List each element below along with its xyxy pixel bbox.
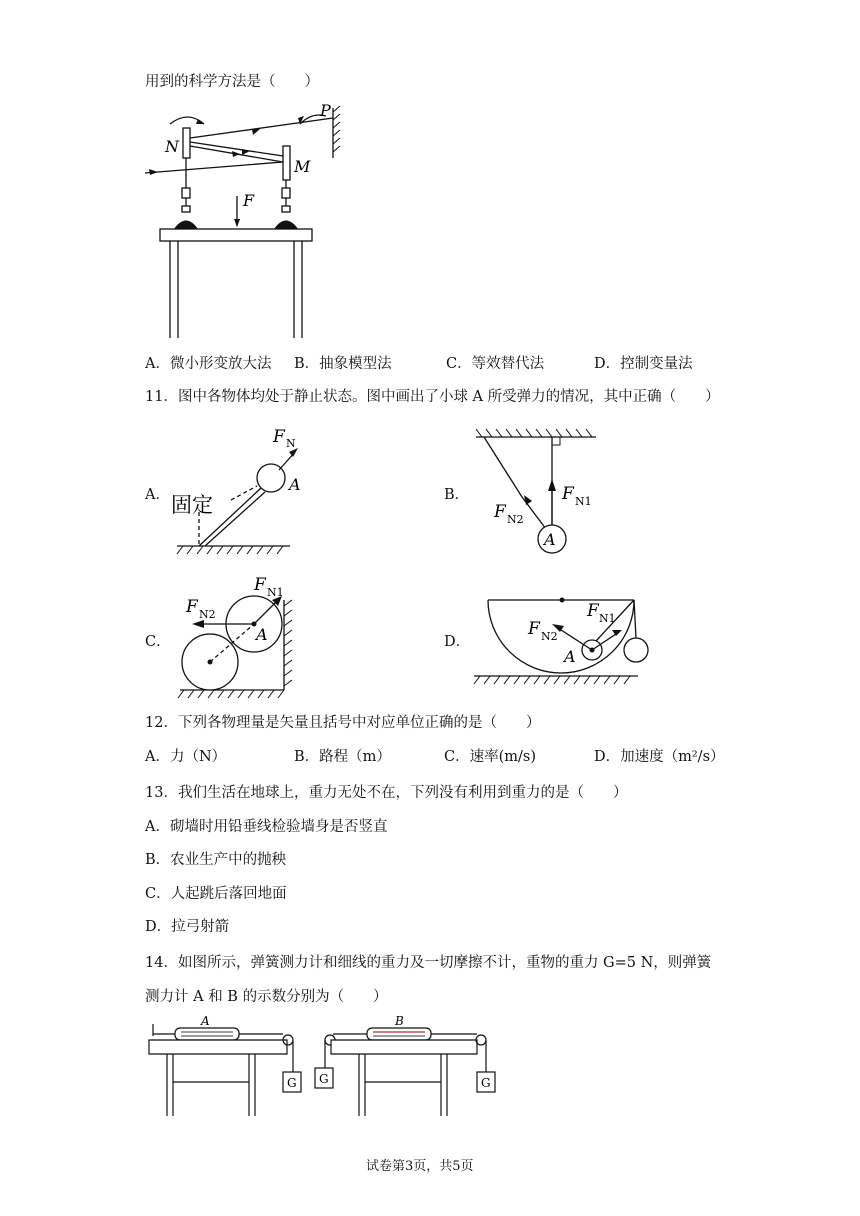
q11b-label-f1: F [562, 484, 574, 504]
q13-option-b: B．农业生产中的抛秧 [145, 852, 287, 868]
q14-label-g3: G [481, 1076, 491, 1090]
q12-stem: 12．下列各物理量是矢量且括号中对应单位正确的是（ ） [145, 715, 541, 731]
q10-label-n: N [165, 137, 179, 156]
q14-label-b: B [395, 1014, 404, 1028]
q11c-label-f1: F [254, 575, 266, 595]
q10-option-a: A．微小形变放大法 [145, 356, 272, 372]
intro-line: 用到的科学方法是（ ） [145, 74, 319, 90]
q11-letter-a: A． [145, 487, 170, 503]
q11-stem: 11．图中各物体均处于静止状态。图中画出了小球 A 所受弹力的情况，其中正确（ ） [145, 389, 720, 405]
q11-figure-a [165, 422, 305, 562]
q10-option-c: C．等效替代法 [446, 356, 545, 372]
q14-stem-line2: 测力计 A 和 B 的示数分别为（ ） [145, 989, 388, 1005]
q11d-label-f1: F [587, 601, 599, 621]
q13-option-d: D．拉弓射箭 [145, 919, 230, 935]
q14-stem-line1: 14．如图所示，弹簧测力计和细线的重力及一切摩擦不计，重物的重力 G=5 N，则弹簧 [145, 955, 712, 971]
q11-figure-b [470, 425, 610, 565]
q14-figure [145, 1012, 505, 1122]
q11a-label-ball: A [289, 475, 301, 494]
q11b-label-sub1: N1 [575, 495, 592, 508]
q11d-label-ball: A [564, 647, 576, 666]
q11d-label-f2: F [528, 619, 540, 639]
q12-option-a: A．力（N） [145, 749, 227, 765]
q11b-label-ball: A [544, 530, 556, 549]
q11b-label-f2: F [494, 502, 506, 522]
q11-figure-c [172, 572, 312, 702]
q11d-label-sub2: N2 [541, 630, 558, 643]
q13-option-c: C．人起跳后落回地面 [145, 886, 287, 902]
q11c-label-sub2: N2 [199, 608, 216, 621]
q10-figure [140, 100, 380, 340]
q14-label-g1: G [287, 1076, 297, 1090]
q13-stem: 13．我们生活在地球上，重力无处不在，下列没有利用到重力的是（ ） [145, 785, 628, 801]
q11-letter-d: D． [444, 634, 471, 650]
q10-label-p: P [320, 101, 331, 120]
q12-option-d: D．加速度（m²/s） [594, 749, 725, 765]
q11b-label-sub2: N2 [507, 513, 524, 526]
q10-label-m: M [294, 157, 311, 176]
page-footer: 试卷第3页，共5页 [366, 1159, 474, 1174]
q11d-label-sub1: N1 [599, 612, 616, 625]
q13-option-a: A．砌墙时用铅垂线检验墙身是否竖直 [145, 819, 388, 835]
q11-figure-d [472, 592, 652, 692]
q11c-label-ball: A [256, 625, 268, 644]
q11c-label-sub1: N1 [267, 586, 284, 599]
q11a-label-fixed: 固定 [171, 493, 213, 517]
q11a-label-sub: N [286, 437, 296, 450]
q14-label-a: A [201, 1014, 210, 1028]
q11a-label-f: F [273, 427, 285, 447]
q14-label-g2: G [319, 1072, 329, 1086]
q12-option-c: C．速率(m/s) [444, 749, 536, 765]
q10-option-b: B．抽象模型法 [294, 356, 392, 372]
q10-label-f: F [243, 191, 255, 210]
q10-option-d: D．控制变量法 [594, 356, 693, 372]
q11-letter-b: B． [444, 487, 470, 503]
q11c-label-f2: F [186, 597, 198, 617]
q11-letter-c: C． [145, 634, 171, 650]
q12-option-b: B．路程（m） [294, 749, 391, 765]
